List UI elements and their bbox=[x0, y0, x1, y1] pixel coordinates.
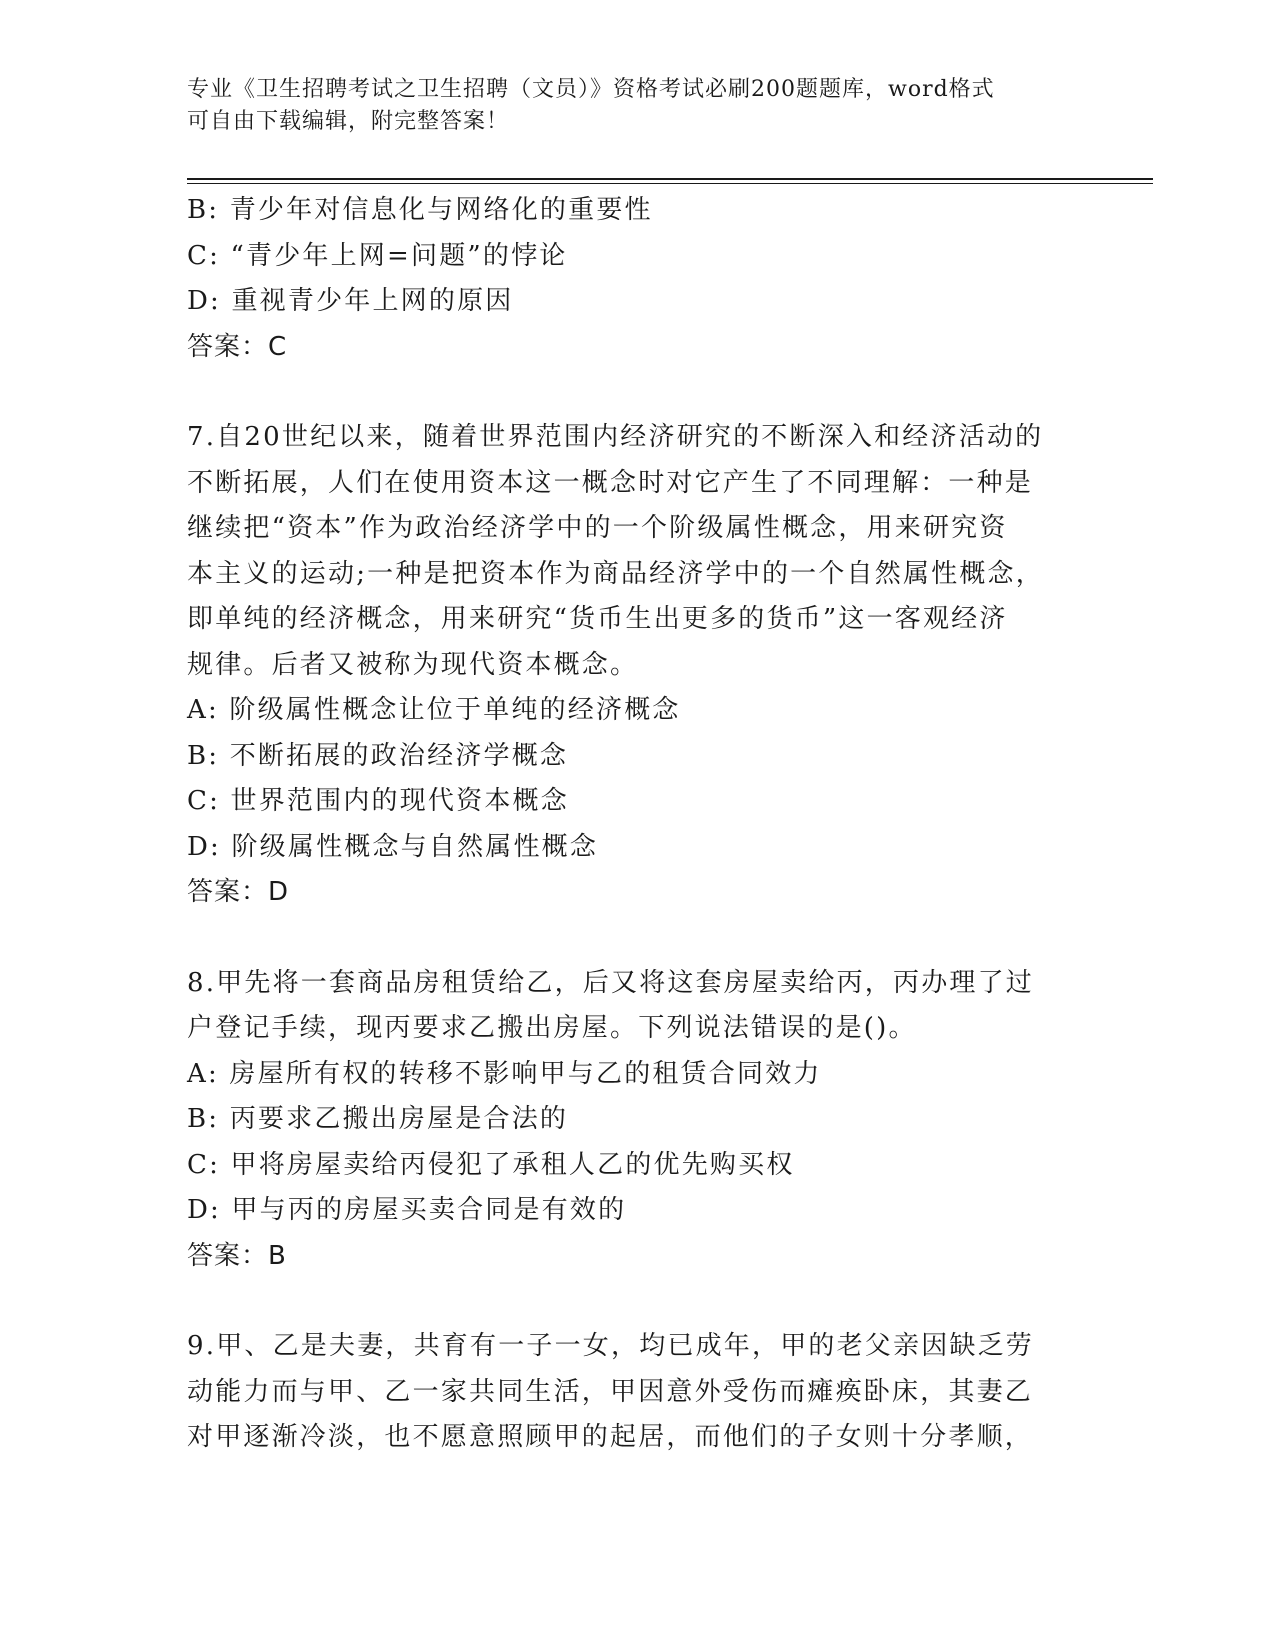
answer-line: 答案：C bbox=[187, 331, 288, 362]
question-stem-line: 即单纯的经济概念，用来研究“货币生出更多的货币”这一客观经济 bbox=[187, 604, 1008, 634]
question-stem-line: 规律。后者又被称为现代资本概念。 bbox=[187, 649, 639, 680]
answer-line: 答案：D bbox=[187, 877, 290, 907]
question-9 bbox=[187, 1324, 1087, 1461]
option-c: C: 甲将房屋卖给丙侵犯了承租人乙的优先购买权 bbox=[187, 1149, 795, 1180]
spacer bbox=[187, 370, 1087, 415]
option-d: D: 甲与丙的房屋买卖合同是有效的 bbox=[187, 1195, 627, 1225]
question-stem-line: 户登记手续，现丙要求乙搬出房屋。下列说法错误的是()。 bbox=[187, 1013, 917, 1043]
answer-line: 答案：B bbox=[187, 1240, 287, 1271]
option-c: C: “青少年上网=问题”的悖论 bbox=[187, 240, 568, 271]
option-b: B: 不断拓展的政治经济学概念 bbox=[187, 740, 569, 771]
question-stem-line: 9.甲、乙是夫妻，共育有一子一女，均已成年，甲的老父亲因缺乏劳 bbox=[187, 1331, 1035, 1361]
question-stem-line: 7.自20世纪以来，随着世界范围内经济研究的不断深入和经济活动的 bbox=[187, 422, 1044, 452]
spacer bbox=[187, 916, 1087, 961]
header-line-2: 可自由下载编辑，附完整答案！ bbox=[187, 109, 510, 134]
option-d: D: 重视青少年上网的原因 bbox=[187, 286, 514, 316]
document-body bbox=[187, 188, 1087, 1461]
option-a: A: 房屋所有权的转移不影响甲与乙的租赁合同效力 bbox=[187, 1058, 822, 1089]
question-stem-line: 对甲逐渐冷淡，也不愿意照顾甲的起居，而他们的子女则十分孝顺， bbox=[187, 1422, 1034, 1452]
question-8 bbox=[187, 961, 1087, 1280]
question-stem-line: 继续把“资本”作为政治经济学中的一个阶级属性概念，用来研究资 bbox=[187, 513, 1008, 543]
header-divider-thin bbox=[187, 183, 1153, 184]
question-stem-line: 不断拓展，人们在使用资本这一概念时对它产生了不同理解：一种是 bbox=[187, 467, 1034, 498]
option-b: B: 丙要求乙搬出房屋是合法的 bbox=[187, 1104, 569, 1134]
question-stem-line: 本主义的运动;一种是把资本作为商品经济学中的一个自然属性概念， bbox=[187, 558, 1044, 589]
spacer bbox=[187, 1279, 1087, 1324]
header-line-1: 专业《卫生招聘考试之卫生招聘（文员）》资格考试必刷200题题库，word格式 bbox=[187, 77, 995, 102]
question-stem-line: 动能力而与甲、乙一家共同生活，甲因意外受伤而瘫痪卧床，其妻乙 bbox=[187, 1376, 1034, 1407]
header-divider-thick bbox=[187, 178, 1153, 180]
option-b: B: 青少年对信息化与网络化的重要性 bbox=[187, 195, 653, 225]
question-6-tail bbox=[187, 188, 1087, 370]
question-7 bbox=[187, 415, 1087, 916]
option-d: D: 阶级属性概念与自然属性概念 bbox=[187, 831, 599, 862]
document-header bbox=[187, 74, 1067, 138]
option-c: C: 世界范围内的现代资本概念 bbox=[187, 786, 569, 816]
option-a: A: 阶级属性概念让位于单纯的经济概念 bbox=[187, 695, 681, 725]
question-stem-line: 8.甲先将一套商品房租赁给乙，后又将这套房屋卖给丙，丙办理了过 bbox=[187, 967, 1035, 998]
